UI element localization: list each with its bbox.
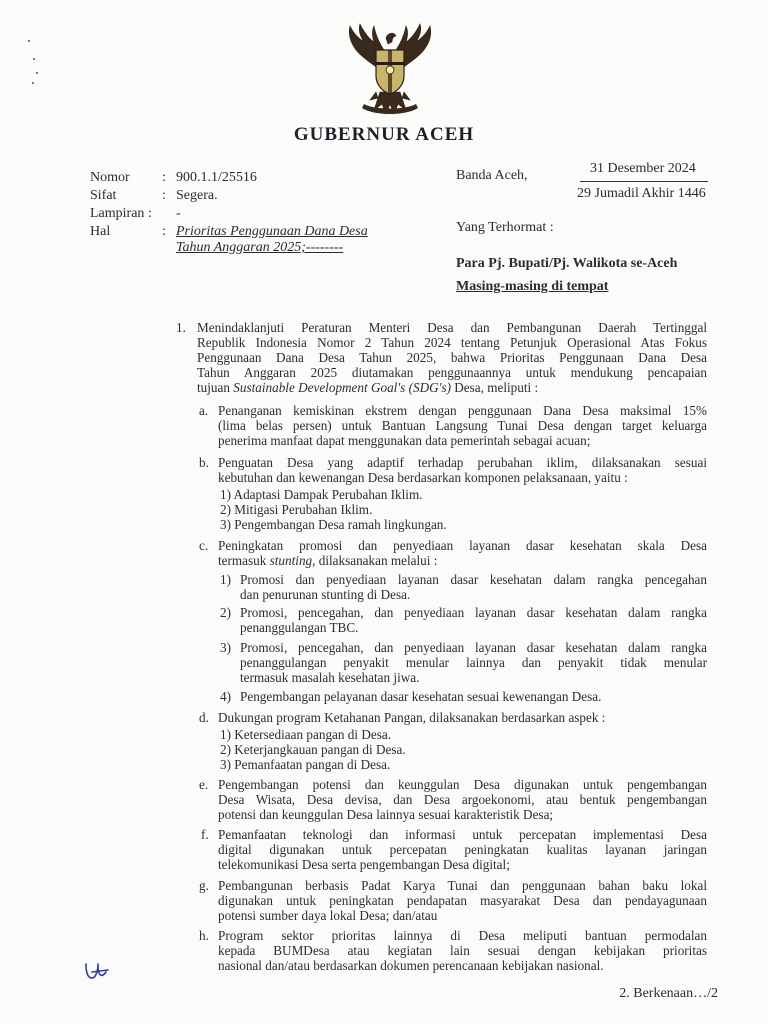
item-c1-line: Promosi dan penyediaan layanan dasar kesehatan dalam rangka pencegahan <box>240 572 707 587</box>
item-g-line: Pembangunan berbasis Padat Karya Tunai dan penggunaan bahan baku lokal <box>218 878 707 893</box>
paragraph-1-line: Penggunaan Dana Desa Tahun 2025, bahwa Prioritas Penggunaan Dana Desa <box>197 350 707 365</box>
paragraph-1-line: Tahun Anggaran 2025 diutamakan penggunaannya untuk mendukung pencapaian <box>197 365 707 380</box>
item-marker: d. <box>199 710 209 725</box>
item-e-line: potensi dan keunggulan Desa lainnya sesuai karakteristik Desa; <box>218 807 554 822</box>
item-marker: b. <box>199 455 209 470</box>
item-g-line: potensi sumber daya lokal Desa; dan/atau <box>218 908 438 923</box>
letter-meta-block <box>0 168 420 255</box>
item-b-subitem: 2) Mitigasi Perubahan Iklim. <box>220 502 373 517</box>
garuda-emblem-icon <box>334 20 446 120</box>
scan-speck <box>33 58 35 60</box>
item-d-subitem: 3) Pemanfaatan pangan di Desa. <box>220 757 391 772</box>
item-c2-line: penanggulangan TBC. <box>240 620 359 635</box>
nomor-label: Nomor <box>90 170 130 185</box>
item-f-line: Pemanfaatan teknologi dan informasi untuk percepatan implementasi Desa <box>218 827 707 842</box>
item-c1-line: dan penurunan stunting di Desa. <box>240 587 411 602</box>
scan-speck <box>28 40 30 42</box>
item-c4-line: Pengembangan pelayanan dasar kesehatan sesuai kewenangan Desa. <box>240 689 602 704</box>
stunting-term: stunting <box>269 553 313 568</box>
colon: : <box>162 188 166 203</box>
paragraph-1-line: Menindaklanjuti Peraturan Menteri Desa dan Pembangunan Daerah Tertinggal <box>197 320 707 335</box>
date-hijri: 29 Jumadil Akhir 1446 <box>577 186 706 201</box>
text: Desa, meliputi : <box>450 380 539 395</box>
item-marker: a. <box>199 403 209 418</box>
item-d-line: Dukungan program Ketahanan Pangan, dilaksanakan berdasarkan aspek : <box>218 710 606 725</box>
recipient-name: Para Pj. Bupati/Pj. Walikota se-Aceh <box>456 256 678 271</box>
item-b-subitem: 3) Pengembangan Desa ramah lingkungan. <box>220 517 447 532</box>
place-label: Banda Aceh, <box>456 168 528 183</box>
item-marker: f. <box>201 827 209 842</box>
hal-value-line2: Tahun Anggaran 2025;-------- <box>176 240 344 255</box>
paragraph-number: 1. <box>176 320 186 335</box>
paragraph-1-line: Republik Indonesia Nomor 2 Tahun 2024 tentang Petunjuk Operasional Atas Fokus <box>197 335 707 350</box>
hal-value-line1: Prioritas Penggunaan Dana Desa <box>176 224 368 239</box>
paragraph-1-line <box>197 380 707 395</box>
item-h-line: Program sektor prioritas lainnya di Desa meliputi bantuan permodalan <box>218 928 707 943</box>
item-h-line: kepada BUMDesa atau kegiatan lain sesuai dengan kebijakan prioritas <box>218 943 707 958</box>
item-b-line: Penguatan Desa yang adaptif terhadap perubahan iklim, dilaksanakan sesuai <box>218 455 707 470</box>
scan-speck <box>32 82 34 84</box>
letterhead-title: GUBERNUR ACEH <box>293 124 475 145</box>
subitem-number: 4) <box>220 689 231 704</box>
paraf-initial-icon <box>82 956 112 984</box>
item-e-line: Desa Wisata, Desa devisa, dan Desa argoekonomi, atau bentuk pengembangan <box>218 792 707 807</box>
item-g-line: digunakan untuk peningkatan pendapatan masyarakat Desa dan pendayagunaan <box>218 893 707 908</box>
colon: : <box>162 170 166 185</box>
item-marker: g. <box>199 878 209 893</box>
subitem-number: 2) <box>220 605 231 620</box>
item-c-line: Peningkatan promosi dan penyediaan layanan dasar kesehatan skala Desa <box>218 538 707 553</box>
date-divider <box>580 181 708 182</box>
salutation: Yang Terhormat : <box>456 220 554 235</box>
nomor-value: 900.1.1/25516 <box>176 170 257 185</box>
date-masehi: 31 Desember 2024 <box>590 161 696 176</box>
item-a-line: Penanganan kemiskinan ekstrem dengan penggunaan Dana Desa maksimal 15% <box>218 403 707 418</box>
subitem-number: 3) <box>220 640 231 655</box>
item-d-subitem: 2) Keterjangkauan pangan di Desa. <box>220 742 406 757</box>
item-a-line: (lima belas persen) untuk Bantuan Langsung Tunai Desa dengan target keluarga <box>218 418 707 433</box>
text: termasuk <box>218 553 270 568</box>
recipient-location: Masing-masing di tempat <box>456 279 609 294</box>
item-c3-line: penanggulangan penyakit menular lainnya dan penyakit tidak menular <box>240 655 707 670</box>
item-d-subitem: 1) Ketersediaan pangan di Desa. <box>220 727 391 742</box>
item-a-line: penerima manfaat dapat menggunakan data pemerintah sebagai acuan; <box>218 433 591 448</box>
lampiran-label: Lampiran <box>90 206 145 221</box>
sifat-label: Sifat <box>90 188 117 203</box>
item-b-subitem: 1) Adaptasi Dampak Perubahan Iklim. <box>220 487 423 502</box>
sifat-value: Segera. <box>176 188 218 203</box>
item-c2-line: Promosi, pencegahan, dan penyediaan layanan dasar kesehatan dalam rangka <box>240 605 707 620</box>
item-c3-line: Promosi, pencegahan, dan penyediaan layanan dasar kesehatan dalam rangka <box>240 640 707 655</box>
item-c3-line: termasuk masalah kesehatan jiwa. <box>240 670 420 685</box>
item-marker: c. <box>199 538 209 553</box>
next-page-indicator: 2. Berkenaan…/2 <box>619 986 718 1001</box>
item-marker: h. <box>199 928 209 943</box>
item-marker: e. <box>199 777 209 792</box>
hal-label: Hal <box>90 224 111 239</box>
item-h-line: nasional dan/atau berdasarkan dokumen perencanaan kebijakan nasional. <box>218 958 604 973</box>
text: , dilaksanakan melalui : <box>312 553 438 568</box>
item-c-line <box>218 553 707 568</box>
colon: : <box>148 206 152 221</box>
item-e-line: Pengembangan potensi dan keunggulan Desa digunakan untuk pengembangan <box>218 777 707 792</box>
subitem-number: 1) <box>220 572 231 587</box>
scan-speck <box>36 72 38 74</box>
text: tujuan <box>197 380 234 395</box>
lampiran-value: - <box>176 206 181 221</box>
item-f-line: digital digunakan untuk percepatan peningkatan kualitas layanan jaringan <box>218 842 707 857</box>
item-f-line: telekomunikasi Desa serta pengembangan Desa digital; <box>218 857 510 872</box>
colon: : <box>162 224 166 239</box>
item-b-line: kebutuhan dan kewenangan Desa berdasarkan komponen pelaksanaan, yaitu : <box>218 470 628 485</box>
sdgs-term: Sustainable Development Goal's (SDG's) <box>233 380 451 395</box>
